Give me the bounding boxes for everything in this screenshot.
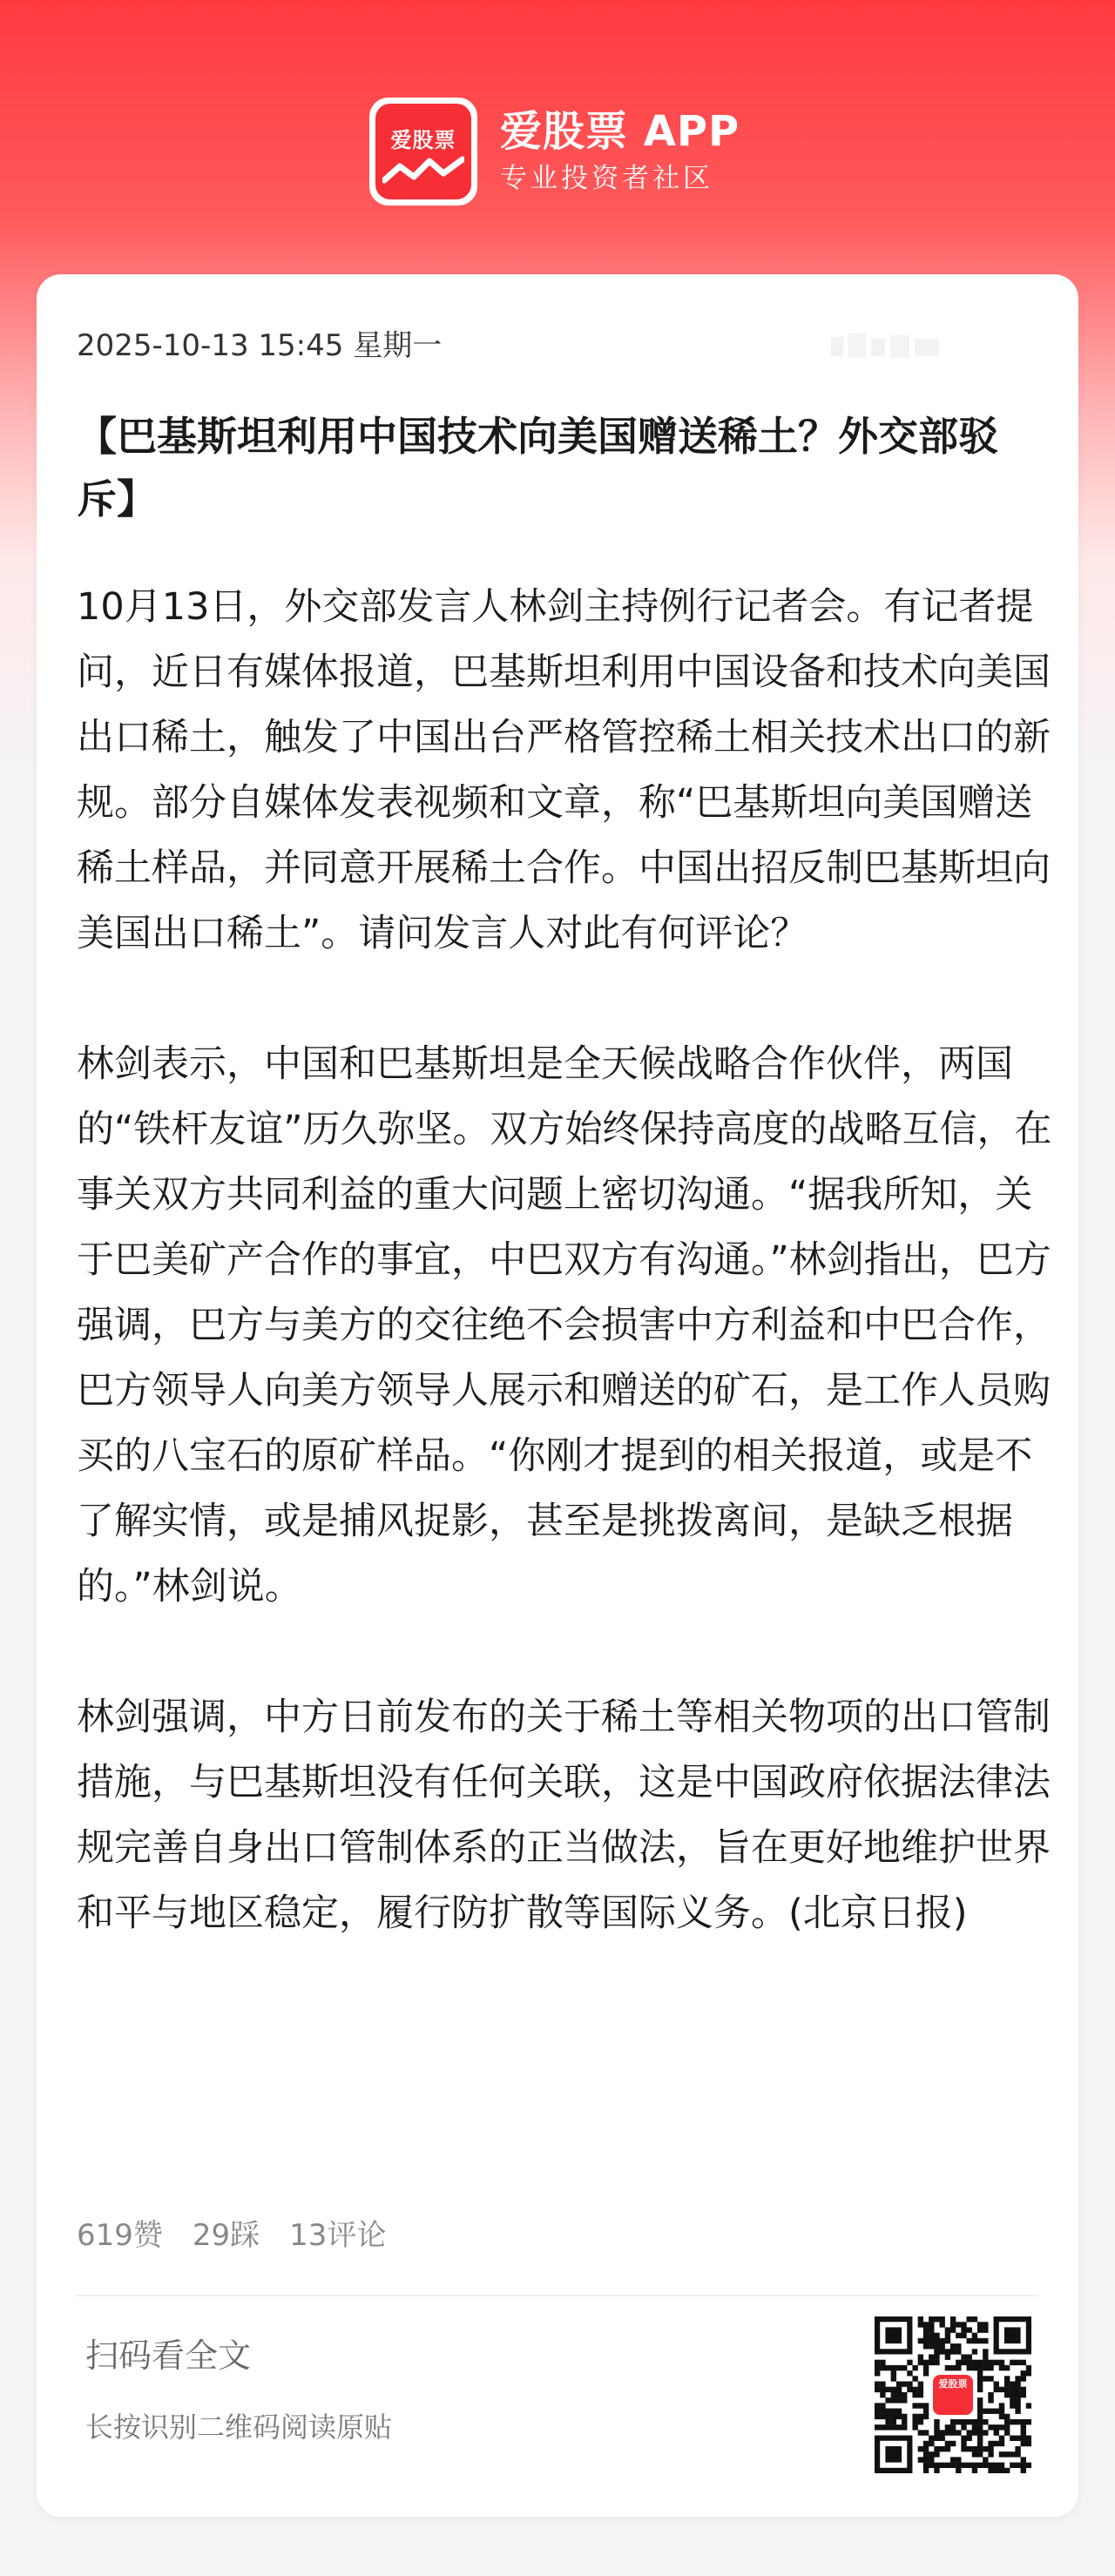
dislikes-count[interactable]: 29踩 [192, 2218, 260, 2253]
scan-to-read-hint: 长按识别二维码阅读原贴 [85, 2411, 393, 2444]
post-datetime: 2025-10-13 15:45 星期一 [77, 328, 443, 363]
app-logo-text: 爱股票 [390, 128, 456, 152]
post-body [77, 575, 1052, 1946]
app-tagline: 专业投资者社区 [500, 163, 713, 194]
comments-count[interactable]: 13评论 [289, 2218, 387, 2253]
qr-logo-text: 爱股票 [933, 2375, 973, 2415]
likes-count[interactable]: 619赞 [77, 2218, 163, 2253]
post-card [37, 274, 1078, 2517]
qr-center-logo [930, 2372, 976, 2418]
post-paragraph: 林剑强调，中方日前发布的关于稀土等相关物项的出口管制措施，与巴基斯坦没有任何关联，这是中国政府依据法律法规完善自身出口管制体系的正当做法，旨在更好地维护世界和平与地区稳定，履行防扩散等国际义务。(北京日报) [77, 1696, 1051, 1935]
post-paragraph: 林剑表示，中国和巴基斯坦是全天候战略合作伙伴，两国的“铁杆友谊”历久弥坚。双方始终保持高度的战略互信，在事关双方共同利益的重大问题上密切沟通。“据我所知，关于巴美矿产合作的事宜，中巴双方有沟通。”林剑指出，巴方强调，巴方与美方的交往绝不会损害中方利益和中巴合作，巴方领导人向美方领导人展示和赠送的矿石，是工作人员购买的八宝石的原矿样品。“你刚才提到的相关报道，或是不了解实情，或是捕风捉影，甚至是挑拨离间，是缺乏根据的。”林剑说。 [77, 1042, 1052, 1608]
qr-finder-square [877, 2438, 909, 2471]
divider [77, 2295, 1038, 2296]
post-stats [77, 2216, 416, 2255]
faint-watermark-icon [829, 328, 943, 363]
app-brand-header [369, 98, 740, 206]
scan-to-read-title: 扫码看全文 [85, 2337, 252, 2375]
qr-finder-square [997, 2319, 1029, 2351]
app-name: 爱股票 APP [500, 107, 740, 156]
app-logo [369, 98, 477, 206]
qr-finder-square [877, 2319, 909, 2351]
post-title: 【巴基斯坦利用中国技术向美国赠送稀土？外交部驳斥】 [77, 413, 998, 523]
post-paragraph: 10月13日，外交部发言人林剑主持例行记者会。有记者提问，近日有媒体报道，巴基斯坦利用中国设备和技术向美国出口稀土，触发了中国出台严格管控稀土相关技术出口的新规。部分自媒体发表视频和文章，称“巴基斯坦向美国赠送稀土样品，并同意开展稀土合作。中国出招反制巴基斯坦向美国出口稀土”。请问发言人对此有何评论？ [77, 585, 1051, 955]
qr-code[interactable] [875, 2316, 1031, 2473]
stock-chart-icon [382, 154, 464, 189]
